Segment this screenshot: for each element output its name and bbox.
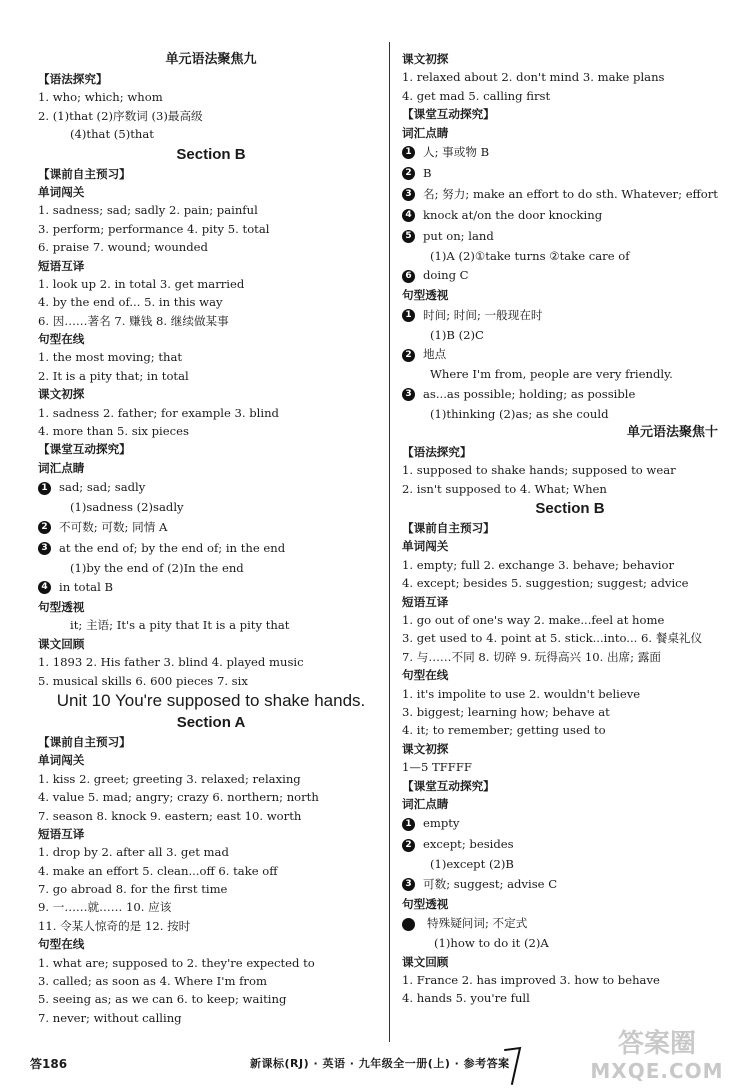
answer-line: 7. season 8. knock 9. eastern; east 10. worth — [38, 808, 302, 823]
grammar-explore-heading: 【语法探究】 — [38, 72, 108, 86]
answer-line: 4. value 5. mad; angry; crazy 6. northern; north — [38, 790, 319, 805]
answer-line: 4. except; besides 5. suggestion; suggest; advice — [402, 576, 689, 591]
sentence-heading: 句型在线 — [38, 332, 85, 347]
pattern-heading: 句型透视 — [402, 288, 449, 303]
answer-line: 9. 一……就…… 10. 应该 — [38, 900, 172, 915]
numbered-item: 3 as...as possible; holding; as possible — [402, 384, 738, 405]
class-explore-heading: 【课堂互动探究】 — [38, 442, 131, 457]
answer-line: 1. the most moving; that — [38, 350, 183, 365]
answer-line: 4. it; to remember; getting used to — [402, 723, 606, 738]
numbered-item: 3 名; 努力; make an effort to do sth. Whatever; effort — [402, 184, 738, 205]
answer-line: 1. sadness; sad; sadly 2. pain; painful — [38, 203, 258, 218]
answer-line: (1)A (2)①take turns ②take care of — [430, 248, 630, 263]
watermark-url: MXQE.COM — [590, 1059, 724, 1083]
pattern-heading: 句型透视 — [402, 896, 449, 911]
answer-line: 1. drop by 2. after all 3. get mad — [38, 845, 229, 860]
answer-line: it; 主语; It's a pity that It is a pity that — [70, 618, 290, 633]
circled-number-2-icon: 2 — [402, 349, 415, 362]
answer-line: 3. get used to 4. point at 5. stick...into... 6. 餐桌礼仪 — [402, 631, 703, 646]
numbered-item: 5 put on; land — [402, 226, 738, 247]
answer-line: 1. it's impolite to use 2. wouldn't believe — [402, 686, 641, 701]
answer-line: 4. get mad 5. calling first — [402, 88, 551, 103]
words-focus-heading: 词汇点睛 — [402, 796, 449, 811]
watermark-text: 答案圈 — [617, 1029, 696, 1059]
watermark-logo — [582, 1028, 732, 1082]
answer-line: 1. who; which; whom — [38, 90, 163, 105]
vocab-heading: 单词闯关 — [38, 753, 85, 768]
answer-line: 1. France 2. has improved 3. how to behave — [402, 972, 660, 987]
sentence-heading: 句型在线 — [38, 937, 85, 952]
answer-line: 7. go abroad 8. for the first time — [38, 882, 228, 897]
answer-line: (1)how to do it (2)A — [434, 936, 549, 951]
numbered-item: 2 地点 — [402, 344, 738, 365]
circled-number-2-icon: 2 — [402, 167, 415, 180]
answer-line: 2. It is a pity that; in total — [38, 368, 189, 383]
page-number: 答186 — [30, 1057, 68, 1071]
grammar-focus-9-title: 单元语法聚焦九 — [165, 52, 257, 67]
grammar-focus-10-title: 单元语法聚焦十 — [626, 424, 718, 440]
answer-line: 2. (1)that (2)序数词 (3)最高级 — [38, 108, 203, 123]
right-column — [402, 50, 738, 1008]
numbered-item: 2 except; besides — [402, 834, 738, 855]
left-column — [38, 50, 384, 1027]
answer-line: 1. kiss 2. greet; greeting 3. relaxed; relaxing — [38, 771, 301, 786]
answer-line: (1)except (2)B — [430, 857, 514, 872]
numbered-item: 3 可数; suggest; advise C — [402, 874, 738, 895]
circled-number-5-icon: 5 — [402, 230, 415, 243]
answer-line: 1. 1893 2. His father 3. blind 4. played music — [38, 655, 304, 670]
handwritten-seven-mark — [502, 1044, 524, 1088]
answer-line: 3. called; as soon as 4. Where I'm from — [38, 974, 267, 989]
circled-number-1-icon: 1 — [402, 146, 415, 159]
class-explore-heading: 【课堂互动探究】 — [402, 778, 495, 793]
sentence-heading: 句型在线 — [402, 668, 449, 683]
answer-line: 2. isn't supposed to 4. What; When — [402, 481, 607, 496]
section-b-title: Section B — [535, 500, 605, 518]
section-a-title: Section A — [176, 713, 246, 731]
numbered-item: 1 empty — [402, 813, 738, 834]
phrase-heading: 短语互译 — [38, 826, 85, 841]
circled-number-3-icon: 3 — [402, 878, 415, 891]
circled-number-3-icon: 3 — [38, 542, 51, 555]
answer-line: 1. supposed to shake hands; supposed to wear — [402, 463, 676, 478]
answer-line: 1. what are; supposed to 2. they're expected to — [38, 955, 315, 970]
numbered-item: 4 knock at/on the door knocking — [402, 205, 738, 226]
circled-number-1-icon: 1 — [402, 818, 415, 831]
text-explore-heading: 课文初探 — [402, 741, 449, 756]
answer-line: 5. seeing as; as we can 6. to keep; waiting — [38, 992, 287, 1007]
answer-line: (1)sadness (2)sadly — [70, 500, 184, 515]
answer-line: 6. 因……著名 7. 赚钱 8. 继续做某事 — [38, 313, 229, 328]
answer-line: 7. never; without calling — [38, 1010, 182, 1025]
answer-line: 11. 令某人惊奇的是 12. 按时 — [38, 918, 191, 933]
class-explore-heading: 【课堂互动探究】 — [402, 107, 495, 122]
bullet-item: 特殊疑问词; 不定式 — [402, 913, 738, 934]
column-divider — [389, 42, 390, 1042]
answer-line: 4. more than 5. six pieces — [38, 424, 189, 439]
review-heading: 课文回顾 — [402, 954, 449, 969]
answer-line: 7. 与……不同 8. 切碎 9. 玩得高兴 10. 出席; 露面 — [402, 649, 661, 664]
text-explore-heading: 课文初探 — [402, 52, 449, 66]
review-heading: 课文回顾 — [38, 636, 85, 651]
circled-number-3-icon: 3 — [402, 388, 415, 401]
vocab-heading: 单词闯关 — [38, 184, 85, 199]
preview-heading: 【课前自主预习】 — [38, 166, 131, 181]
footer-book-title: 新课标(RJ) · 英语 · 九年级全一册(上) · 参考答案 — [250, 1057, 510, 1070]
numbered-item: 6 doing C — [402, 265, 738, 286]
phrase-heading: 短语互译 — [402, 594, 449, 609]
answer-line: 4. make an effort 5. clean...off 6. take off — [38, 863, 278, 878]
numbered-item: 1 人; 事或物 B — [402, 142, 738, 163]
answer-line: 1—5 TFFFF — [402, 760, 472, 775]
answer-line: 3. perform; performance 4. pity 5. total — [38, 221, 270, 236]
preview-heading: 【课前自主预习】 — [38, 734, 131, 749]
numbered-item: 1 时间; 时间; 一般现在时 — [402, 305, 738, 326]
section-b-title: Section B — [176, 145, 246, 163]
pattern-heading: 句型透视 — [38, 599, 85, 614]
bullet-dot-icon — [402, 918, 415, 931]
text-explore-heading: 课文初探 — [38, 387, 85, 402]
circled-number-4-icon: 4 — [38, 581, 51, 594]
circled-number-3-icon: 3 — [402, 188, 415, 201]
unit-title: Unit 10 You're supposed to shake hands. — [56, 690, 366, 710]
circled-number-1-icon: 1 — [38, 482, 51, 495]
preview-heading: 【课前自主预习】 — [402, 521, 495, 536]
numbered-item: 2 B — [402, 163, 738, 184]
answer-line: 1. look up 2. in total 3. get married — [38, 276, 245, 291]
circled-number-6-icon: 6 — [402, 270, 415, 283]
numbered-item: 2 不可数; 可数; 同情 A — [38, 517, 384, 538]
grammar-explore-heading: 【语法探究】 — [402, 444, 472, 459]
answer-line: 1. sadness 2. father; for example 3. blind — [38, 405, 279, 420]
answer-line: Where I'm from, people are very friendly. — [430, 367, 673, 382]
answer-line: 1. empty; full 2. exchange 3. behave; behavior — [402, 557, 674, 572]
numbered-item: 4 in total B — [38, 577, 384, 598]
circled-number-2-icon: 2 — [38, 521, 51, 534]
answer-line: 1. relaxed about 2. don't mind 3. make plans — [402, 70, 665, 85]
circled-number-2-icon: 2 — [402, 839, 415, 852]
words-focus-heading: 词汇点睛 — [402, 125, 449, 140]
phrase-heading: 短语互译 — [38, 258, 85, 273]
vocab-heading: 单词闯关 — [402, 539, 449, 554]
answer-line: (1)by the end of (2)In the end — [70, 560, 244, 575]
answer-line: 4. hands 5. you're full — [402, 991, 530, 1006]
answer-line: 3. biggest; learning how; behave at — [402, 704, 610, 719]
answer-line: (4)that (5)that — [70, 127, 154, 142]
answer-line: 4. by the end of... 5. in this way — [38, 295, 223, 310]
circled-number-1-icon: 1 — [402, 309, 415, 322]
answer-line: 5. musical skills 6. 600 pieces 7. six — [38, 673, 248, 688]
answer-line: 6. praise 7. wound; wounded — [38, 240, 208, 255]
words-focus-heading: 词汇点睛 — [38, 460, 85, 475]
answer-line: (1)B (2)C — [430, 327, 484, 342]
numbered-item: 3 at the end of; by the end of; in the end — [38, 538, 384, 559]
numbered-item: 1 sad; sad; sadly — [38, 477, 384, 498]
circled-number-4-icon: 4 — [402, 209, 415, 222]
answer-line: (1)thinking (2)as; as she could — [430, 406, 609, 421]
answer-line: 1. go out of one's way 2. make...feel at home — [402, 613, 665, 628]
